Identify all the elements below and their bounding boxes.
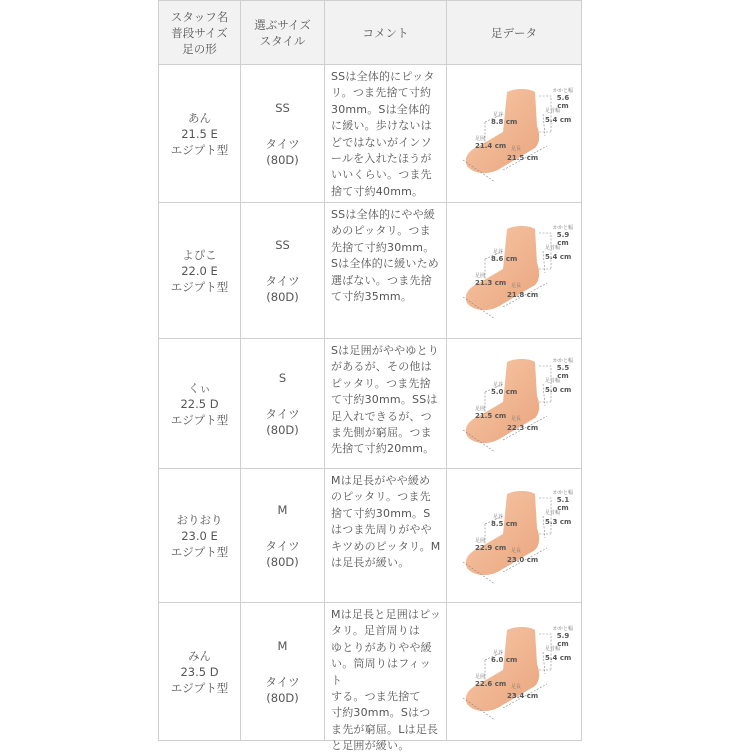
staff-foot-shape: エジプト型 bbox=[170, 412, 229, 427]
staff-cell bbox=[158, 469, 240, 602]
staff-usual-size: 21.5 E bbox=[181, 126, 218, 141]
foot-measure-label: 足囲 bbox=[475, 673, 486, 680]
foot-measure-value: 21.5 cm bbox=[475, 411, 507, 420]
header-size: 選ぶサイズ スタイル bbox=[240, 1, 324, 64]
staff-name: あん bbox=[188, 110, 211, 125]
foot-measure-label: 足囲 bbox=[475, 272, 486, 279]
staff-name: よぴこ bbox=[182, 247, 217, 262]
foot-measure-value: 21.8 cm bbox=[507, 290, 539, 299]
foot-measure-value: 5.6 cm bbox=[556, 93, 570, 110]
foot-measure-label: 足囲 bbox=[475, 405, 486, 412]
foot-measure-value: 23.4 cm bbox=[507, 691, 539, 700]
foot-diagram bbox=[455, 624, 573, 720]
foot-measure-label: 足首 bbox=[493, 649, 504, 656]
measure-line bbox=[539, 366, 551, 402]
staff-usual-size: 23.0 E bbox=[181, 528, 218, 543]
measure-line bbox=[539, 233, 551, 269]
foot-measure-value: 23.0 cm bbox=[507, 555, 539, 564]
table-header bbox=[158, 1, 582, 65]
foot-data-cell bbox=[446, 469, 582, 602]
staff-usual-size: 22.5 D bbox=[180, 396, 219, 411]
foot-measure-label: かかと幅 bbox=[553, 625, 574, 632]
chosen-size: S bbox=[278, 370, 287, 385]
style: タイツ bbox=[265, 538, 300, 553]
foot-diagram bbox=[455, 356, 573, 452]
foot-measure-label: 足首幅 bbox=[545, 645, 561, 652]
foot-diagram bbox=[455, 488, 573, 584]
chosen-size: SS bbox=[275, 237, 290, 252]
foot-measure-value: 22.6 cm bbox=[475, 679, 507, 688]
denier: (80D) bbox=[266, 152, 299, 167]
foot-data-cell bbox=[446, 339, 582, 468]
foot-measure-label: かかと幅 bbox=[553, 87, 574, 94]
foot-diagram bbox=[455, 86, 573, 182]
table-row bbox=[158, 339, 582, 469]
foot-measure-label: 足首 bbox=[493, 513, 504, 520]
foot-measure-value: 21.5 cm bbox=[507, 153, 539, 162]
denier: (80D) bbox=[266, 289, 299, 304]
foot-measure-label: 足長 bbox=[511, 547, 522, 554]
header-staff: スタッフ名 普段サイズ 足の形 bbox=[158, 1, 240, 64]
foot-measure-label: かかと幅 bbox=[553, 357, 574, 364]
foot-measure-value: 6.0 cm bbox=[491, 655, 518, 664]
size-comparison-table bbox=[158, 0, 582, 753]
denier: (80D) bbox=[266, 554, 299, 569]
staff-foot-shape: エジプト型 bbox=[170, 544, 229, 559]
foot-measure-label: 足囲 bbox=[475, 135, 486, 142]
foot-measure-label: 足首幅 bbox=[545, 244, 561, 251]
denier: (80D) bbox=[266, 422, 299, 437]
staff-name: くぃ bbox=[188, 380, 211, 395]
style: タイツ bbox=[265, 136, 300, 151]
size-cell bbox=[240, 203, 324, 338]
foot-measure-value: 22.9 cm bbox=[475, 543, 507, 552]
staff-usual-size: 22.0 E bbox=[181, 263, 218, 278]
foot-measure-value: 8.6 cm bbox=[491, 254, 518, 263]
staff-foot-shape: エジプト型 bbox=[170, 680, 229, 695]
foot-measure-value: 5.5 cm bbox=[556, 363, 570, 380]
comment-cell bbox=[324, 203, 446, 338]
comment-text: Sは足囲がややゆとり があるが、その他は ピッタリ。つま先捨 て寸約30mm。SSは 足入れできるが、つ ま先側が窮屈。つま 先捨て寸約20mm。 bbox=[331, 344, 439, 456]
foot-measure-label: 足長 bbox=[511, 683, 522, 690]
foot-measure-label: 足首幅 bbox=[545, 509, 561, 516]
foot-data-cell bbox=[446, 603, 582, 740]
chosen-size: M bbox=[277, 502, 288, 517]
comment-cell bbox=[324, 603, 446, 753]
foot-measure-value: 5.0 cm bbox=[545, 385, 572, 394]
foot-measure-label: かかと幅 bbox=[553, 489, 574, 496]
staff-cell bbox=[158, 603, 240, 740]
header-foot-data: 足データ bbox=[446, 1, 582, 64]
foot-diagram bbox=[455, 223, 573, 319]
foot-measure-label: 足長 bbox=[511, 415, 522, 422]
table-row bbox=[158, 603, 582, 753]
size-cell bbox=[240, 603, 324, 740]
denier: (80D) bbox=[266, 690, 299, 705]
size-cell bbox=[240, 65, 324, 202]
comment-text: SSは全体的にやや緩 めのピッタリ。つま 先捨て寸約30mm。 Sは全体的に緩いため 選ばない。つま先捨 て寸約35mm。 bbox=[331, 208, 439, 304]
table-row bbox=[158, 469, 582, 603]
foot-data-cell bbox=[446, 65, 582, 202]
staff-foot-shape: エジプト型 bbox=[170, 142, 229, 157]
foot-measure-value: 21.3 cm bbox=[475, 278, 507, 287]
comment-text: Mは足長と足囲はピッ タリ。足首周りは ゆとりがありやや緩 い。筒周りはフィット する。つま先捨て 寸約30mm。Sはつ ま先が窮屈。Lは足長 と足囲が緩い。 bbox=[331, 608, 442, 753]
staff-cell bbox=[158, 203, 240, 338]
foot-measure-value: 5.9 cm bbox=[556, 631, 570, 648]
foot-measure-value: 5.1 cm bbox=[556, 495, 570, 512]
comment-cell bbox=[324, 339, 446, 468]
foot-measure-value: 21.4 cm bbox=[475, 141, 507, 150]
comment-cell bbox=[324, 469, 446, 602]
staff-name: おりおり bbox=[176, 512, 223, 527]
foot-measure-label: 足首 bbox=[493, 248, 504, 255]
chosen-size: SS bbox=[275, 100, 290, 115]
chosen-size: M bbox=[277, 638, 288, 653]
foot-data-cell bbox=[446, 203, 582, 338]
style: タイツ bbox=[265, 273, 300, 288]
size-cell bbox=[240, 469, 324, 602]
foot-measure-value: 22.3 cm bbox=[507, 423, 539, 432]
comment-text: Mは足長がやや緩め のピッタリ。つま先 捨て寸約30mm。S はつま先周りがやや キツめのピッタリ。M は足長が緩い。 bbox=[331, 474, 441, 570]
foot-measure-value: 5.9 cm bbox=[556, 230, 570, 247]
foot-measure-label: 足首 bbox=[493, 111, 504, 118]
foot-measure-label: 足首幅 bbox=[545, 107, 561, 114]
staff-usual-size: 23.5 D bbox=[180, 664, 219, 679]
foot-measure-label: 足長 bbox=[511, 282, 522, 289]
foot-measure-value: 8.5 cm bbox=[491, 519, 518, 528]
foot-measure-label: 足首幅 bbox=[545, 377, 561, 384]
measure-line bbox=[539, 634, 551, 670]
measure-line bbox=[539, 498, 551, 534]
table-row bbox=[158, 203, 582, 339]
foot-measure-label: 足囲 bbox=[475, 537, 486, 544]
style: タイツ bbox=[265, 674, 300, 689]
table-row bbox=[158, 65, 582, 203]
comment-text: SSは全体的にピッタ リ。つま先捨て寸約 30mm。Sは全体的 に緩い。歩けないは どではないがインソ ールを入れたほうが いいくらい。つま先 捨て寸約40mm。 bbox=[331, 70, 435, 198]
size-cell bbox=[240, 339, 324, 468]
foot-measure-value: 5.0 cm bbox=[491, 387, 518, 396]
comment-cell bbox=[324, 65, 446, 202]
foot-measure-label: かかと幅 bbox=[553, 224, 574, 231]
foot-measure-value: 5.4 cm bbox=[545, 115, 572, 124]
staff-cell bbox=[158, 65, 240, 202]
staff-name: みん bbox=[188, 648, 211, 663]
foot-measure-value: 5.4 cm bbox=[545, 252, 572, 261]
measure-line bbox=[539, 96, 551, 132]
staff-foot-shape: エジプト型 bbox=[170, 279, 229, 294]
foot-measure-label: 足長 bbox=[511, 145, 522, 152]
foot-measure-value: 5.4 cm bbox=[545, 653, 572, 662]
foot-measure-label: 足首 bbox=[493, 381, 504, 388]
header-comment: コメント bbox=[324, 1, 446, 64]
style: タイツ bbox=[265, 406, 300, 421]
staff-cell bbox=[158, 339, 240, 468]
foot-measure-value: 8.8 cm bbox=[491, 117, 518, 126]
foot-measure-value: 5.3 cm bbox=[545, 517, 572, 526]
